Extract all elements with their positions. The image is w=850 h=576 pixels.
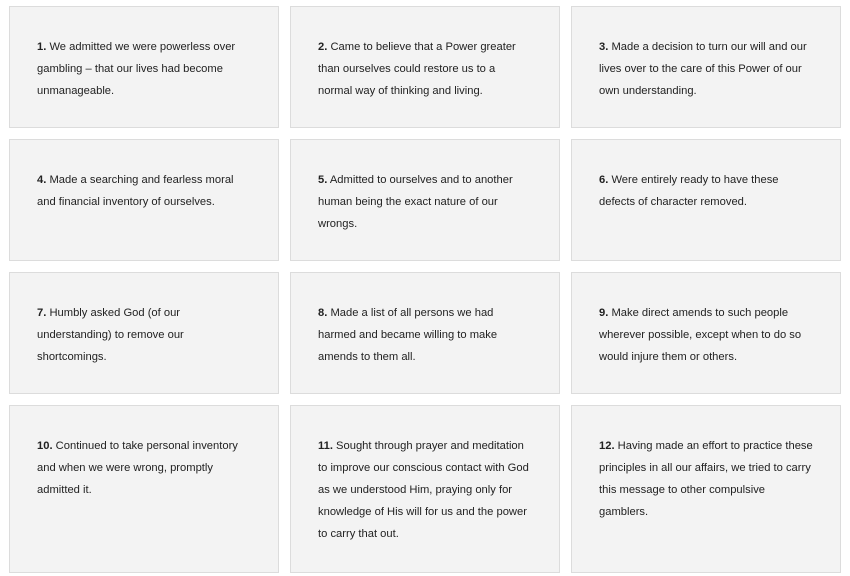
step-card-6	[571, 139, 841, 261]
step-number: 12.	[599, 440, 615, 452]
step-text: Came to believe that a Power greater than ourselves could restore us to a normal way of thinking and living.	[318, 41, 516, 97]
step-number: 7.	[37, 307, 47, 319]
step-number: 2.	[318, 41, 328, 53]
step-number: 10.	[37, 440, 53, 452]
step-text: Admitted to ourselves and to another human being the exact nature of our wrongs.	[318, 174, 513, 230]
step-text: Made a searching and fearless moral and financial inventory of ourselves.	[37, 174, 234, 208]
step-number: 11.	[318, 440, 333, 452]
step-text: Made a decision to turn our will and our lives over to the care of this Power of our own understanding.	[599, 41, 807, 97]
step-card-10	[9, 405, 279, 573]
step-card-4	[9, 139, 279, 261]
step-text: Continued to take personal inventory and when we were wrong, promptly admitted it.	[37, 440, 238, 496]
step-card-1	[9, 6, 279, 128]
step-text: We admitted we were powerless over gambling – that our lives had become unmanageable.	[37, 41, 236, 97]
step-text: Sought through prayer and meditation to improve our conscious contact with God as we understood Him, praying only for knowledge of His will for us and the power to carry that out.	[318, 440, 529, 540]
step-number: 4.	[37, 174, 47, 186]
step-card-3	[571, 6, 841, 128]
step-text: Humbly asked God (of our understanding) to remove our shortcomings.	[37, 307, 184, 363]
step-card-5	[290, 139, 560, 261]
step-card-7	[9, 272, 279, 394]
step-text: Make direct amends to such people wherever possible, except when to do so would injure them or others.	[599, 307, 802, 363]
step-text: Were entirely ready to have these defects of character removed.	[599, 174, 779, 208]
step-number: 3.	[599, 41, 609, 53]
step-card-12	[571, 405, 841, 573]
step-card-11	[290, 405, 560, 573]
step-card-9	[571, 272, 841, 394]
step-text: Having made an effort to practice these principles in all our affairs, we tried to carry this message to other compulsive gamblers.	[599, 440, 813, 518]
step-number: 8.	[318, 307, 328, 319]
step-card-2	[290, 6, 560, 128]
step-card-8	[290, 272, 560, 394]
step-number: 6.	[599, 174, 609, 186]
step-number: 9.	[599, 307, 609, 319]
step-number: 5.	[318, 174, 328, 186]
step-number: 1.	[37, 41, 47, 53]
step-text: Made a list of all persons we had harmed and became willing to make amends to them all.	[318, 307, 498, 363]
